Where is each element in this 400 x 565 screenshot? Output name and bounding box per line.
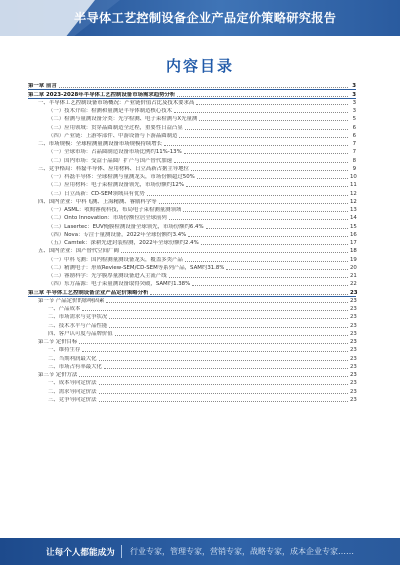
toc-entry[interactable] (28, 313, 356, 321)
toc-page-number: 13 (350, 207, 357, 213)
toc-leader-dots (188, 236, 348, 237)
toc-leader-dots (104, 368, 348, 369)
toc-leader-dots (106, 302, 348, 303)
toc-entry-label: 第三节 定价方法 (38, 372, 78, 378)
toc-page-number: 7 (352, 141, 356, 147)
toc-entry[interactable] (28, 280, 356, 288)
toc-leader-dots (99, 401, 348, 402)
toc-entry-label: （四）Nova：专注于量测设备，2022年全球份额约3.4% (48, 231, 187, 238)
toc-entry-label: 二、市场需求与竞争状况 (48, 314, 108, 321)
toc-entry[interactable] (28, 107, 356, 115)
toc-page-number: 8 (352, 157, 356, 164)
toc-entry-label: （三）应用领域：贯穿晶圆制造全过程，重要性日益凸显 (48, 124, 183, 131)
toc-entry-label: （三）睿励科学：光学膜厚量测设备进入主流产线 (48, 273, 167, 279)
toc-entry-label: 第一节 产品定价的影响因素 (38, 297, 105, 304)
toc-leader-dots (109, 327, 348, 328)
toc-entry[interactable] (28, 115, 356, 123)
toc-leader-dots (191, 170, 348, 171)
toc-entry-label: 三、技术水平与产品性能 (48, 322, 108, 329)
toc-leader-dots (59, 87, 348, 88)
toc-entry-label: （五）Camtek：深耕先进封装检测，2022年全球份额约2.4% (48, 240, 199, 246)
toc-page-number: 21 (350, 273, 357, 279)
toc-leader-dots (183, 211, 348, 212)
toc-entry[interactable] (28, 90, 356, 98)
toc-entry-label: （二）Onto Innovation：市场份额位居全球前列 (48, 215, 167, 222)
toc-page-number: 6 (352, 132, 356, 139)
toc-page-number: 23 (350, 347, 357, 354)
toc-page-number: 23 (350, 372, 357, 378)
toc-leader-dots (197, 178, 348, 179)
toc-page-number: 10 (350, 174, 357, 180)
toc-entry[interactable] (28, 173, 356, 181)
toc-entry[interactable] (28, 189, 356, 197)
toc-leader-dots (79, 343, 348, 344)
toc-entry[interactable] (28, 222, 356, 230)
toc-entry-label: （三）Lasertec：EUV掩膜检测设备全球领先，市场份额约6.4% (48, 223, 204, 230)
toc-leader-dots (177, 96, 348, 97)
toc-page-number: 20 (350, 264, 357, 271)
table-of-contents (28, 82, 356, 404)
report-header (0, 0, 400, 36)
toc-entry[interactable] (28, 247, 356, 255)
toc-page-number: 23 (350, 380, 357, 387)
toc-entry[interactable] (28, 379, 356, 387)
toc-leader-dots (147, 195, 348, 196)
toc-leader-dots (179, 137, 348, 138)
toc-entry-label: 第三章 半导体工艺控制设备企业产品定价策略分析 (28, 289, 149, 296)
toc-entry-label: （一）科磊半导体：全球检测与量测龙头，市场份额超过50% (48, 174, 195, 180)
toc-entry[interactable] (28, 123, 356, 131)
toc-entry-label: 一、半导体工艺控制设备市场概况：产业链价值占比及技术要求高 (38, 99, 195, 106)
toc-entry-label: 五、国内企业：国产替代空间广阔 (38, 248, 119, 255)
toc-entry[interactable] (28, 206, 356, 214)
toc-page-number: 23 (350, 363, 357, 370)
toc-leader-dots (199, 120, 348, 121)
toc-page-number: 15 (350, 223, 357, 230)
toc-page-number: 12 (350, 198, 357, 205)
toc-leader-dots (186, 186, 348, 187)
footer-tagline: 行业专家，管理专家，营销专家，战略专家，成本企业专家…… (130, 547, 354, 556)
toc-entry-label: 第二节 定价目标 (38, 339, 78, 345)
toc-entry-label: 一、成本导向定价法 (48, 380, 97, 387)
toc-leader-dots (169, 219, 348, 220)
toc-page-number: 14 (350, 215, 357, 222)
toc-leader-dots (79, 376, 348, 377)
toc-entry[interactable] (28, 330, 356, 338)
toc-entry[interactable] (28, 214, 356, 222)
toc-leader-dots (196, 104, 348, 105)
toc-leader-dots (164, 145, 348, 146)
report-footer (0, 538, 400, 565)
toc-page-number: 23 (350, 355, 357, 362)
toc-entry[interactable] (28, 99, 356, 107)
toc-entry-label: 四、客户认可度与品牌价值 (48, 330, 113, 337)
toc-entry[interactable] (28, 321, 356, 329)
toc-entry[interactable] (28, 82, 356, 90)
toc-entry-label: （二）精测电子：形成Review-SEM/CD-SEM等系列产品，SAM约31.8% (48, 264, 225, 271)
toc-page-number: 6 (352, 124, 356, 131)
toc-entry-label: 三、竞争导向定价法 (48, 396, 97, 403)
toc-page-number: 11 (350, 182, 357, 189)
toc-leader-dots (169, 277, 348, 278)
toc-entry-label: 四、国内企业：中科飞测、上海精测、睿励科学等 (38, 198, 157, 205)
toc-entry[interactable] (28, 165, 356, 173)
toc-leader-dots (121, 252, 348, 253)
toc-page-number: 16 (350, 231, 357, 238)
toc-entry-label: 二、需求导向定价法 (48, 388, 97, 395)
toc-entry-label: 三、竞争格局：科磊半导体、应用材料、日立高新占据主导地位 (38, 165, 189, 172)
toc-leader-dots (159, 203, 348, 204)
toc-leader-dots (82, 351, 348, 352)
toc-entry[interactable] (28, 338, 356, 346)
toc-leader-dots (150, 294, 348, 295)
toc-page-number: 23 (350, 322, 357, 329)
toc-entry-label: （二）检测与量测设备分类：光学检测、电子束检测与X光量测 (48, 116, 198, 123)
toc-leader-dots (192, 285, 348, 286)
toc-entry[interactable] (28, 156, 356, 164)
toc-entry[interactable] (28, 305, 356, 313)
toc-leader-dots (174, 112, 348, 113)
footer-divider (121, 545, 122, 558)
toc-leader-dots (82, 310, 348, 311)
toc-entry[interactable] (28, 363, 356, 371)
toc-entry[interactable] (28, 297, 356, 305)
toc-page-number: 3 (352, 108, 356, 114)
toc-leader-dots (226, 269, 348, 270)
toc-leader-dots (99, 360, 348, 361)
toc-entry-label: 第一章 前言 (28, 83, 57, 90)
toc-leader-dots (115, 335, 348, 336)
toc-entry[interactable] (28, 272, 356, 280)
toc-entry[interactable] (28, 396, 356, 404)
toc-entry-label: （二）应用材料：电子束检测设备领先，市场份额约12% (48, 182, 184, 189)
toc-leader-dots (109, 318, 348, 319)
toc-leader-dots (99, 393, 348, 394)
toc-entry-label: 三、市场占有率最大化 (48, 363, 102, 370)
toc-page-number: 7 (352, 149, 356, 156)
toc-page-number: 23 (350, 306, 357, 312)
toc-entry[interactable] (28, 181, 356, 189)
toc-page-number: 12 (350, 190, 357, 197)
toc-entry[interactable] (28, 255, 356, 263)
toc-leader-dots (99, 384, 348, 385)
toc-entry-label: （一）技术介绍：检测和量测是半导体制造核心技术 (48, 108, 172, 114)
toc-entry-label: 一、产品成本 (48, 306, 81, 312)
toc-page-number: 23 (350, 388, 357, 395)
toc-entry[interactable] (28, 140, 356, 148)
toc-leader-dots (184, 153, 348, 154)
toc-leader-dots (185, 129, 348, 130)
toc-entry[interactable] (28, 132, 356, 140)
toc-entry-label: （一）ASML：收购睿视科技，布局电子束检测量测领域 (48, 207, 182, 213)
toc-entry[interactable] (28, 231, 356, 239)
toc-entry[interactable] (28, 346, 356, 354)
toc-entry-label: （二）国内市场：受益于晶圆厂扩产与国产替代加速 (48, 157, 172, 164)
toc-page-number: 22 (350, 281, 357, 288)
toc-entry-label: （四）东方晶源：电子束量测设备取得突破，SAM约1.38% (48, 281, 191, 288)
toc-page-number: 23 (350, 339, 357, 345)
toc-page-number: 3 (352, 83, 356, 90)
toc-entry[interactable] (28, 239, 356, 247)
toc-entry-label: （四）产业链：上游零部件、中游设备与下游晶圆制造 (48, 132, 178, 139)
toc-leader-dots (206, 228, 348, 229)
toc-entry[interactable] (28, 288, 356, 296)
toc-page-number: 23 (350, 289, 358, 296)
toc-entry[interactable] (28, 354, 356, 362)
toc-page-number: 3 (352, 91, 356, 98)
toc-entry[interactable] (28, 148, 356, 156)
toc-entry-label: （一）全球市场：占晶圆制造设备市场比例约11%-13% (48, 149, 182, 156)
toc-page-number: 23 (350, 330, 357, 337)
toc-heading: 内容目录 (165, 57, 234, 75)
toc-page-number: 19 (350, 256, 357, 263)
toc-entry-label: 二、市场规模：全球检测量测设备市场规模持续增长 (38, 141, 162, 147)
toc-page-number: 3 (352, 99, 356, 106)
toc-entry[interactable] (28, 198, 356, 206)
report-title: 半导体工艺控制设备企业产品定价策略研究报告 (74, 11, 337, 25)
toc-leader-dots (185, 261, 348, 262)
footer-slogan: 让每个人都能成为 (46, 548, 115, 558)
toc-entry-label: 二、当期利润最大化 (48, 355, 97, 362)
toc-page-number: 17 (350, 240, 357, 246)
toc-leader-dots (201, 244, 348, 245)
toc-entry[interactable] (28, 371, 356, 379)
toc-entry-label: （一）中科飞测：国内检测量测设备龙头，覆盖多类产品 (48, 256, 183, 263)
toc-page-number: 23 (350, 297, 357, 304)
toc-page-number: 23 (350, 314, 357, 321)
toc-entry[interactable] (28, 264, 356, 272)
toc-entry[interactable] (28, 387, 356, 395)
toc-page-number: 9 (352, 165, 356, 172)
toc-page-number: 18 (350, 248, 357, 255)
toc-page-number: 5 (352, 116, 356, 123)
toc-page-number: 23 (350, 396, 357, 403)
toc-leader-dots (174, 162, 348, 163)
toc-entry-label: 第二章 2023-2028年半导体工艺控制设备市场需求趋势分析 (28, 91, 176, 98)
toc-entry-label: （三）日立高新：CD-SEM领域具有优势 (48, 190, 145, 197)
toc-entry-label: 一、维持生存 (48, 347, 81, 354)
